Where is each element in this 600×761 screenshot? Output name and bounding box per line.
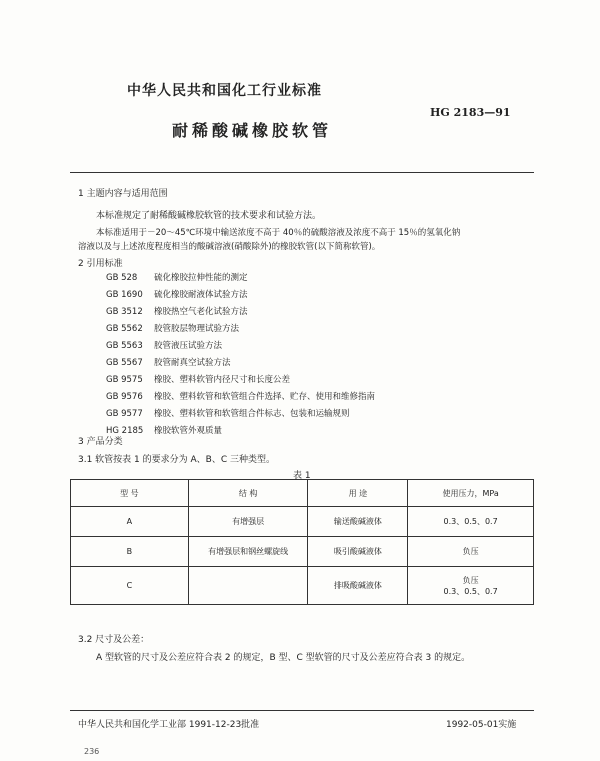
reference-code: HG 2185 xyxy=(106,426,144,436)
reference-title: 橡胶、塑料软管和软管组合件选择、贮存、使用和维修指南 xyxy=(154,392,376,402)
section-1-paragraph-1: 本标准规定了耐稀酸碱橡胶软管的技术要求和试验方法。 xyxy=(96,211,322,221)
cell-structure: 有增强层和钢丝螺旋线 xyxy=(188,537,308,567)
reference-code: GB 9577 xyxy=(106,409,143,419)
standard-number: HG 2183—91 xyxy=(430,106,511,119)
reference-title: 橡胶软管外观质量 xyxy=(154,426,223,436)
reference-item xyxy=(106,339,222,351)
section-2-heading: 2 引用标准 xyxy=(78,259,123,269)
section-3-1-text: 3.1 软管按表 1 的要求分为 A、B、C 三种类型。 xyxy=(78,455,275,465)
reference-item xyxy=(106,322,239,334)
header-type: 型 号 xyxy=(71,480,189,507)
header-pressure: 使用压力，MPa xyxy=(408,480,534,507)
pressure-value: 负压 xyxy=(462,547,479,556)
cell-pressure xyxy=(408,537,534,567)
section-1-heading: 1 主题内容与适用范围 xyxy=(78,189,168,199)
reference-title: 硫化橡胶拉伸性能的测定 xyxy=(154,273,248,283)
reference-code: GB 3512 xyxy=(106,307,143,317)
table-header-row xyxy=(71,480,534,507)
pressure-value: 0.3、0.5、0.7 xyxy=(443,586,498,596)
footer-rule xyxy=(70,710,534,711)
reference-title: 硫化橡胶耐液体试验方法 xyxy=(154,290,248,300)
reference-item xyxy=(106,407,350,419)
cell-type: B xyxy=(71,537,189,567)
table-row xyxy=(71,567,534,605)
reference-item xyxy=(106,288,248,300)
reference-item xyxy=(106,373,290,385)
reference-title: 胶管液压试验方法 xyxy=(154,341,223,351)
cell-structure xyxy=(188,567,308,605)
pressure-value: 负压 xyxy=(462,575,479,585)
cell-use: 吸引酸碱液体 xyxy=(308,537,408,567)
product-classification-table xyxy=(70,479,534,605)
cell-use: 排吸酸碱液体 xyxy=(308,567,408,605)
reference-item xyxy=(106,356,231,368)
cell-structure: 有增强层 xyxy=(188,507,308,537)
section-3-2-text: A 型软管的尺寸及公差应符合表 2 的规定，B 型、C 型软管的尺寸及公差应符合表 3 的规定。 xyxy=(96,653,471,663)
reference-code: GB 9575 xyxy=(106,375,143,385)
page-number: 236 xyxy=(84,747,100,756)
reference-item xyxy=(106,271,248,283)
section-3-heading: 3 产品分类 xyxy=(78,437,123,447)
reference-code: GB 5567 xyxy=(106,358,143,368)
reference-title: 橡胶、塑料软管和软管组合件标志、包装和运输规则 xyxy=(154,409,350,419)
cell-type: C xyxy=(71,567,189,605)
reference-title: 胶管耐真空试验方法 xyxy=(154,358,231,368)
org-title: 中华人民共和国化工行业标准 xyxy=(127,83,322,99)
header-use: 用 途 xyxy=(308,480,408,507)
reference-code: GB 9576 xyxy=(106,392,143,402)
reference-code: GB 1690 xyxy=(106,290,143,300)
table-1-caption: 表 1 xyxy=(293,471,311,481)
reference-code: GB 5562 xyxy=(106,324,143,334)
cell-pressure xyxy=(408,507,534,537)
table-row xyxy=(71,507,534,537)
cell-pressure xyxy=(408,567,534,605)
reference-title: 胶管胶层物理试验方法 xyxy=(154,324,240,334)
reference-item xyxy=(106,390,375,402)
document-title: 耐稀酸碱橡胶软管 xyxy=(172,121,333,140)
effective-date: 1992-05-01实施 xyxy=(446,720,517,730)
header-structure: 结 构 xyxy=(188,480,308,507)
cell-use: 输送酸碱液体 xyxy=(308,507,408,537)
header-rule xyxy=(70,172,534,173)
table-row xyxy=(71,537,534,567)
section-1-paragraph-2-line-1: 本标准适用于－20～45℃环境中输送浓度不高于 40％的硫酸溶液及浓度不高于 15％的氢氧化钠 xyxy=(96,228,461,238)
reference-code: GB 5563 xyxy=(106,341,143,351)
pressure-value: 0.3、0.5、0.7 xyxy=(443,517,498,526)
section-3-2-heading: 3.2 尺寸及公差： xyxy=(78,635,150,645)
cell-type: A xyxy=(71,507,189,537)
reference-code: GB 528 xyxy=(106,273,138,283)
approval-date: 中华人民共和国化学工业部 1991-12-23批准 xyxy=(78,720,260,730)
reference-title: 橡胶、塑料软管内径尺寸和长度公差 xyxy=(154,375,291,385)
section-1-paragraph-2-line-2: 溶液以及与上述浓度程度相当的酸碱溶液(硝酸除外)的橡胶软管(以下简称软管)。 xyxy=(78,242,381,252)
reference-item xyxy=(106,305,248,317)
reference-title: 橡胶热空气老化试验方法 xyxy=(154,307,248,317)
reference-item xyxy=(106,424,222,436)
